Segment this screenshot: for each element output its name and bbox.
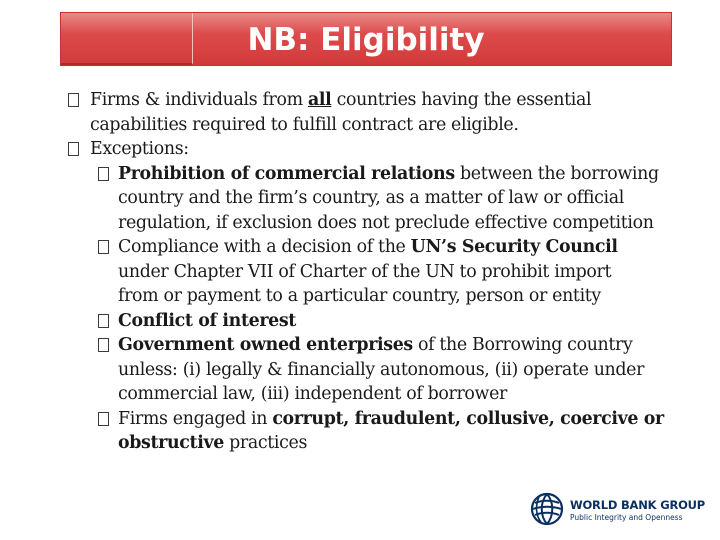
bullet-emphasis: obstructive xyxy=(118,433,224,453)
bullet-text: from or payment to a particular country, person or entity xyxy=(118,286,601,306)
sub-bullet-item xyxy=(68,235,680,309)
sub-bullet-item xyxy=(68,162,680,236)
globe-icon xyxy=(530,492,564,526)
checkbox-bullet-icon xyxy=(98,338,109,352)
bullet-item xyxy=(68,137,680,162)
world-bank-group-logo xyxy=(530,492,706,530)
bullet-text: Firms & individuals from xyxy=(90,90,308,110)
bullet-emphasis: Prohibition of commercial relations xyxy=(118,163,455,184)
checkbox-bullet-icon xyxy=(98,240,109,254)
bullet-text: of the Borrowing country xyxy=(412,335,633,355)
bullet-item xyxy=(68,88,680,137)
bullet-text: unless: (i) legally & financially autonomous, (ii) operate under xyxy=(118,359,645,380)
bullet-text: capabilities required to fulfill contract are eligible. xyxy=(90,114,519,135)
bullet-text: between the borrowing xyxy=(454,163,659,184)
bullet-text: regulation, if exclusion does not preclude effective competition xyxy=(118,212,654,233)
checkbox-bullet-icon xyxy=(98,167,109,181)
title-banner xyxy=(60,12,672,66)
bullet-text: countries having the essential xyxy=(331,90,592,110)
bullet-text: Firms engaged in xyxy=(118,408,273,429)
logo-name: WORLD BANK GROUP xyxy=(570,498,706,512)
bullet-text: Exceptions: xyxy=(90,139,189,159)
checkbox-bullet-icon xyxy=(68,93,79,107)
bullet-text: practices xyxy=(223,433,308,453)
bullet-text: Compliance with a decision of the xyxy=(118,237,411,257)
checkbox-bullet-icon xyxy=(98,314,109,328)
slide-title: NB: Eligibility xyxy=(247,22,485,58)
bullet-emphasis: Government owned enterprises xyxy=(118,335,413,355)
bullet-emphasis: all xyxy=(307,90,332,110)
bullet-emphasis: corrupt, fraudulent, collusive, coercive or xyxy=(272,408,664,429)
checkbox-bullet-icon xyxy=(68,142,79,156)
logo-subtitle: Public Integrity and Openness xyxy=(570,513,683,522)
bullet-list xyxy=(68,88,680,456)
bullet-emphasis: UN’s Security Council xyxy=(410,237,618,257)
sub-bullet-item xyxy=(68,309,680,334)
sub-bullet-item xyxy=(68,333,680,407)
bullet-text: commercial law, (iii) independent of borrower xyxy=(118,384,507,404)
bullet-emphasis: Conflict of interest xyxy=(118,310,296,331)
sub-bullet-item xyxy=(68,407,680,456)
bullet-text: under Chapter VII of Charter of the UN to prohibit import xyxy=(118,261,612,282)
checkbox-bullet-icon xyxy=(98,412,109,426)
bullet-text: country and the firm’s country, as a matter of law or official xyxy=(118,188,624,208)
